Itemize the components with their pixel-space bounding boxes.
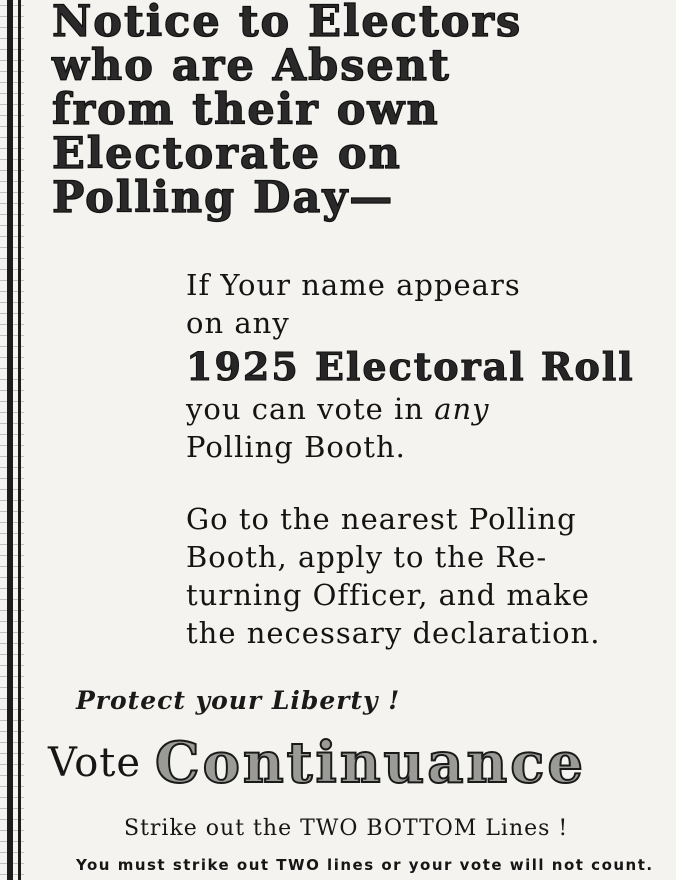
paragraph-line: Go to the nearest Polling	[186, 502, 577, 536]
paragraph-text: you can vote in	[186, 392, 435, 426]
heading-line: Notice to Electors	[52, 0, 523, 47]
notice-heading	[52, 0, 523, 223]
electoral-roll-title: 1925 Electoral Roll	[186, 344, 635, 389]
paragraph-line: on any	[186, 306, 290, 340]
vote-line	[48, 730, 586, 796]
paragraph-line: Polling Booth.	[186, 430, 406, 464]
eligibility-paragraph	[186, 266, 656, 466]
heading-line: Polling Day—	[52, 173, 395, 223]
heading-line: from their own	[52, 85, 440, 135]
column-rule-left	[7, 0, 13, 880]
heading-line: who are Absent	[52, 41, 451, 91]
heading-line: Electorate on	[52, 129, 402, 179]
paragraph-line: Booth, apply to the Re-	[186, 540, 548, 574]
slogan: Protect your Liberty !	[76, 686, 401, 715]
paragraph-line: turning Officer, and make	[186, 578, 590, 612]
emphasis-text: any	[434, 392, 490, 426]
vote-word: Vote	[48, 740, 142, 786]
paragraph-line: If Your name appears	[186, 268, 521, 302]
strike-instruction: Strike out the TWO BOTTOM Lines !	[124, 816, 569, 841]
column-rule-right	[18, 0, 21, 880]
warning-note: You must strike out TWO lines or your vote will not count.	[76, 856, 654, 874]
paragraph-line: the necessary declaration.	[186, 616, 601, 650]
vote-choice: Continuance	[155, 730, 586, 796]
instructions-paragraph	[186, 500, 656, 652]
paragraph-line	[186, 390, 656, 428]
